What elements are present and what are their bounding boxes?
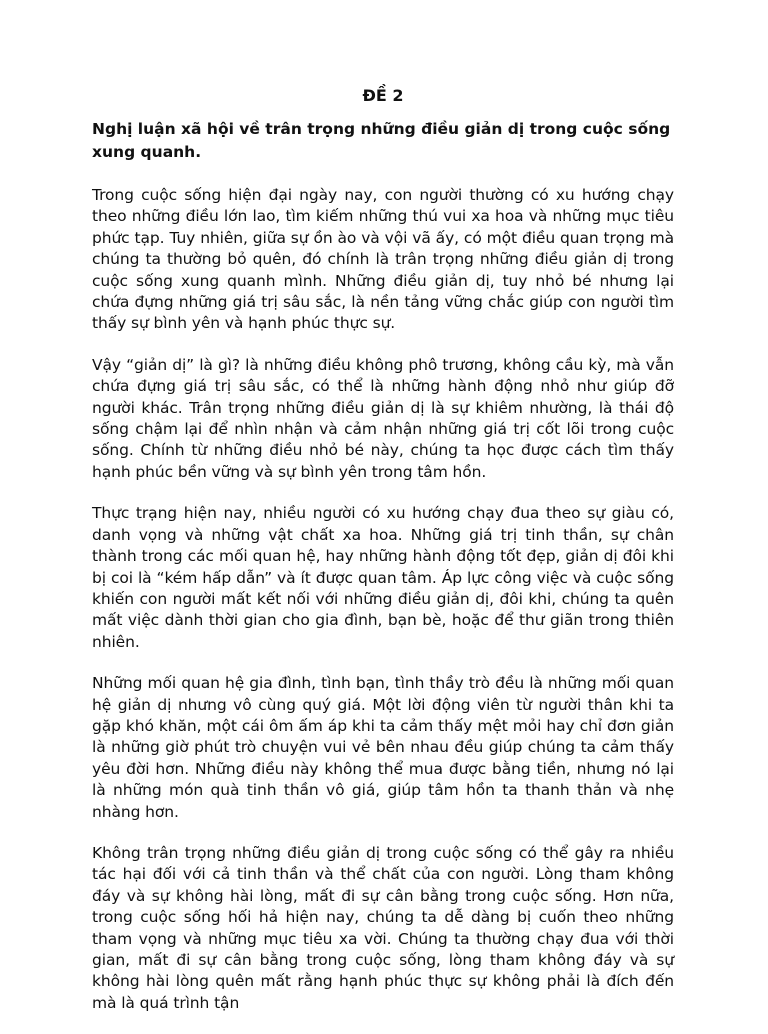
paragraph-2: Vậy “giản dị” là gì? là những điều không phô trương, không cầu kỳ, mà vẫn chứa đựng giá trị sâu sắc, có thể là những hành động nhỏ như giúp đỡ người khác. Trân trọng những điều giản dị là sự khiêm nhường, là thái độ sống chậm lại để nhìn nhận và cảm nhận những giá trị cốt lõi trong cuộc sống. Chính từ những điều nhỏ bé này, chúng ta học được cách tìm thấy hạnh phúc bền vững và sự bình yên trong tâm hồn. [92, 355, 674, 481]
paragraph-5: Không trân trọng những điều giản dị trong cuộc sống có thể gây ra nhiều tác hại đối với cả tinh thần và thể chất của con người. Lòng tham không đáy và sự không hài lòng, mất đi sự cân bằng trong cuộc sống. Hơn nữa, trong cuộc sống hối hả hiện nay, chúng ta dễ dàng bị cuốn theo những tham vọng và những mục tiêu xa vời. Chúng ta thường chạy đua với thời gian, mất đi sự cân bằng trong cuộc sống, lòng tham không đáy và sự không hài lòng quên mất rằng hạnh phúc thực sự không phải là đích đến mà là quá trình tận [92, 843, 674, 1012]
paragraph-4: Những mối quan hệ gia đình, tình bạn, tình thầy trò đều là những mối quan hệ giản dị nhưng vô cùng quý giá. Một lời động viên từ người thân khi ta gặp khó khăn, một cái ôm ấm áp khi ta cảm thấy mệt mỏi hay chỉ đơn giản là những giờ phút trò chuyện vui vẻ bên nhau đều giúp chúng ta cảm thấy yêu đời hơn. Những điều này không thể mua được bằng tiền, nhưng nó lại là những món quà tinh thần vô giá, giúp tâm hồn ta thanh thản và nhẹ nhàng hơn. [92, 674, 674, 821]
document-page [92, 84, 674, 1034]
document-heading: Nghị luận xã hội về trân trọng những điều giản dị trong cuộc sống xung quanh. [92, 120, 671, 161]
paragraph-1: Trong cuộc sống hiện đại ngày nay, con người thường có xu hướng chạy theo những điều lớn lao, tìm kiếm những thú vui xa hoa và những mục tiêu phức tạp. Tuy nhiên, giữa sự ồn ào và vội vã ấy, có một điều quan trọng mà chúng ta thường bỏ quên, đó chính là trân trọng những điều giản dị trong cuộc sống xung quanh mình. Những điều giản dị, tuy nhỏ bé nhưng lại chứa đựng những giá trị sâu sắc, là nền tảng vững chắc giúp con người tìm thấy sự bình yên và hạnh phúc thực sự. [92, 186, 674, 333]
paragraph-3: Thực trạng hiện nay, nhiều người có xu hướng chạy đua theo sự giàu có, danh vọng và những vật chất xa hoa. Những giá trị tinh thần, sự chân thành trong các mối quan hệ, hay những hành động tốt đẹp, giản dị đôi khi bị coi là “kém hấp dẫn” và ít được quan tâm. Áp lực công việc và cuộc sống khiến con người mất kết nối với những điều giản dị, đôi khi, chúng ta quên mất việc dành thời gian cho gia đình, bạn bè, hoặc để thư giãn trong thiên nhiên. [92, 504, 674, 651]
document-title: ĐỀ 2 [362, 86, 404, 105]
